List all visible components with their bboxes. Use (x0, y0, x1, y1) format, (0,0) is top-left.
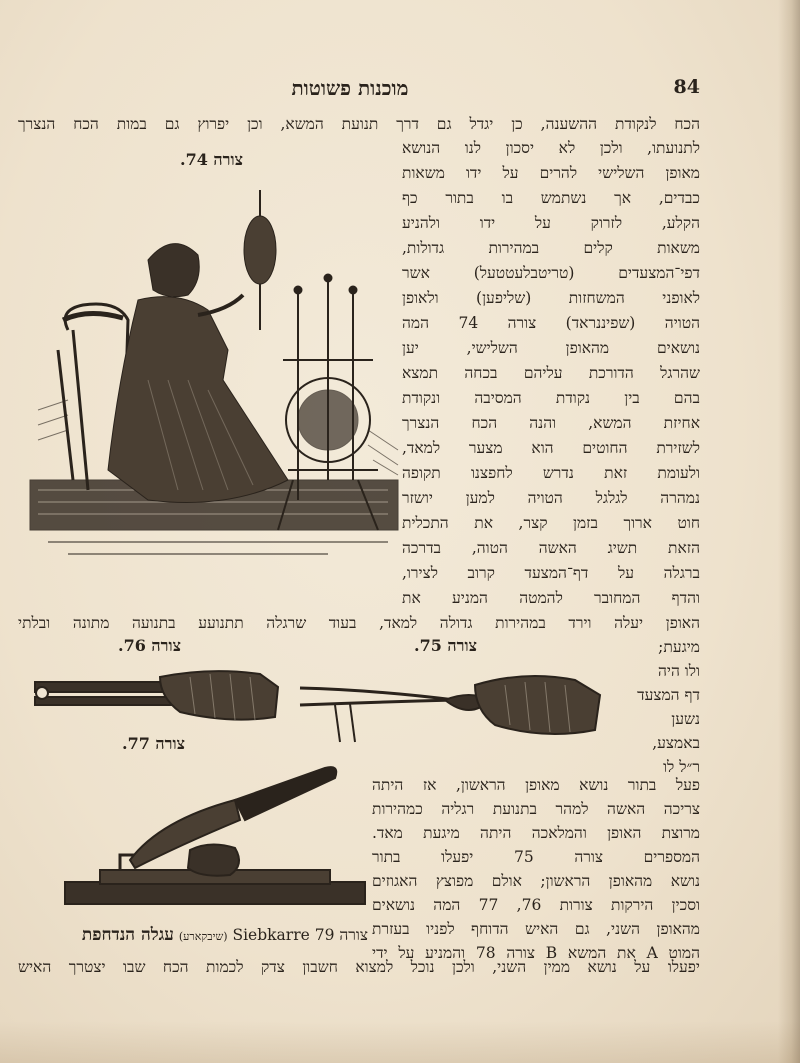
text-line: מרוצת האופן והמלאכה היתה מיגעת מאד. (372, 824, 700, 842)
figure-75-scissors-illustration (295, 660, 605, 750)
bold-term: עגלה הנדחפת (81, 925, 174, 945)
text-line: מהאופן השני, גם האיש הדוחף לפניו בעזרת (372, 920, 700, 938)
text-line: יפעלו על נושא ממין השני, ולכן נוכל למצוא חשבון צדק לכמות הכח שבו יצטרך האיש (18, 958, 700, 976)
text-line: ולו היה (657, 662, 700, 680)
figure-77-knife-illustration (60, 760, 370, 910)
text-line: בהם בין נקודת המסיבה ונקודת (402, 389, 700, 407)
parenthetical: (שיבקארע) (178, 930, 228, 943)
text-line: דפי־המצעדים (טריטבלעטטעל) אשר (402, 264, 700, 282)
text-line: והדף המחובר להמטה המניע את (402, 589, 700, 607)
text-line: מיגעת; (658, 638, 700, 656)
text-line: הטויה (שפיננראד) צורה 74 המה (402, 314, 701, 332)
text-line: המספרים צורה 75 יפעלו בתור (372, 848, 700, 866)
latin-term: Siebkarre (232, 926, 310, 944)
text-line: הזאת תשיג האשה הטוה, בדרכה (402, 539, 700, 557)
text-line: שהרגל הדורכת עליהם בכחה תמצא (402, 364, 700, 382)
text-line: באמצע, (652, 734, 700, 752)
text-line: נמהרה לגלגל הטויה למען יושזר (402, 489, 700, 507)
page-number: 84 (673, 76, 700, 98)
text-line: ולעומת זאת נדרש לחפצנו תקופה (402, 464, 700, 482)
text-line: אחיזת המשא, והנה הכח הנצרך (402, 414, 700, 432)
text-line: משאות קלים במהירות גדולות, (402, 239, 700, 257)
text-line: נושא מהאופן הראשון; אולם מפוצץ האגוזים (372, 872, 700, 890)
page-binding-shadow (778, 0, 800, 1063)
text-line: המוט A את המשא B צורה 78 והמניע על ידי (372, 944, 700, 962)
figure-76-nutcracker-illustration (30, 662, 280, 728)
text-line: נשען (671, 710, 700, 728)
text-line: פעל בתור נושא מאופן הראשון, אז היתה (372, 776, 700, 794)
caption-fig-76: צורה 76. (118, 636, 181, 655)
figure-reference: צורה 79 (314, 926, 368, 944)
text-line: נושאים מהאופן השלישי, יען (402, 339, 700, 357)
text-line: לתנועתו, ולכן לא יסכון לנו הנושא (402, 139, 700, 157)
text-line-special (18, 924, 368, 948)
caption-fig-75: צורה 75. (414, 636, 477, 655)
text-line: וסכין הירקות צורות 76, 77 המה נושאים (372, 896, 700, 914)
caption-fig-77: צורה 77. (122, 734, 185, 753)
figure-74-spinning-wheel-illustration (28, 180, 400, 570)
text-line: הכח לנקודת ההשענה, כן יגדל גם דרך תנועת המשא, וכן יפרוץ גם במות הכח הנצרך (18, 115, 700, 133)
running-header-title: מוכנות פשוטות (291, 76, 409, 100)
text-line: דף המצעד (637, 686, 700, 704)
text-line: לאופני המשחזות (שליפען) ולאופן (402, 289, 700, 307)
text-line: מאופן השלישי להרים על ידו משאות (402, 164, 700, 182)
text-line: צריכה האשה למהר בתנועת רגליה כמהירות (372, 800, 700, 818)
text-line: חוט ארוך בזמן קצר, את התכלית (402, 514, 700, 532)
text-line: ברגלה על דף־המצעד קרוב לצירו, (402, 564, 700, 582)
text-line: לשזירת החוטים הוא מצער למאד, (402, 439, 700, 457)
text-line: האופן יעלה וירד במהירות גדולה למאד, בעוד שרגלה תתנועע בתנועה מתונה ובלתי (18, 614, 700, 632)
text-line: ר״ל לו (663, 758, 700, 776)
caption-fig-74: צורה 74. (180, 150, 243, 169)
page-bottom-edge (0, 1021, 800, 1063)
text-line: הקלע, לזרוק על ידו ולהניע (402, 214, 700, 232)
text-line: כבדים, אך נשתמש בו בתור כף (402, 189, 700, 207)
